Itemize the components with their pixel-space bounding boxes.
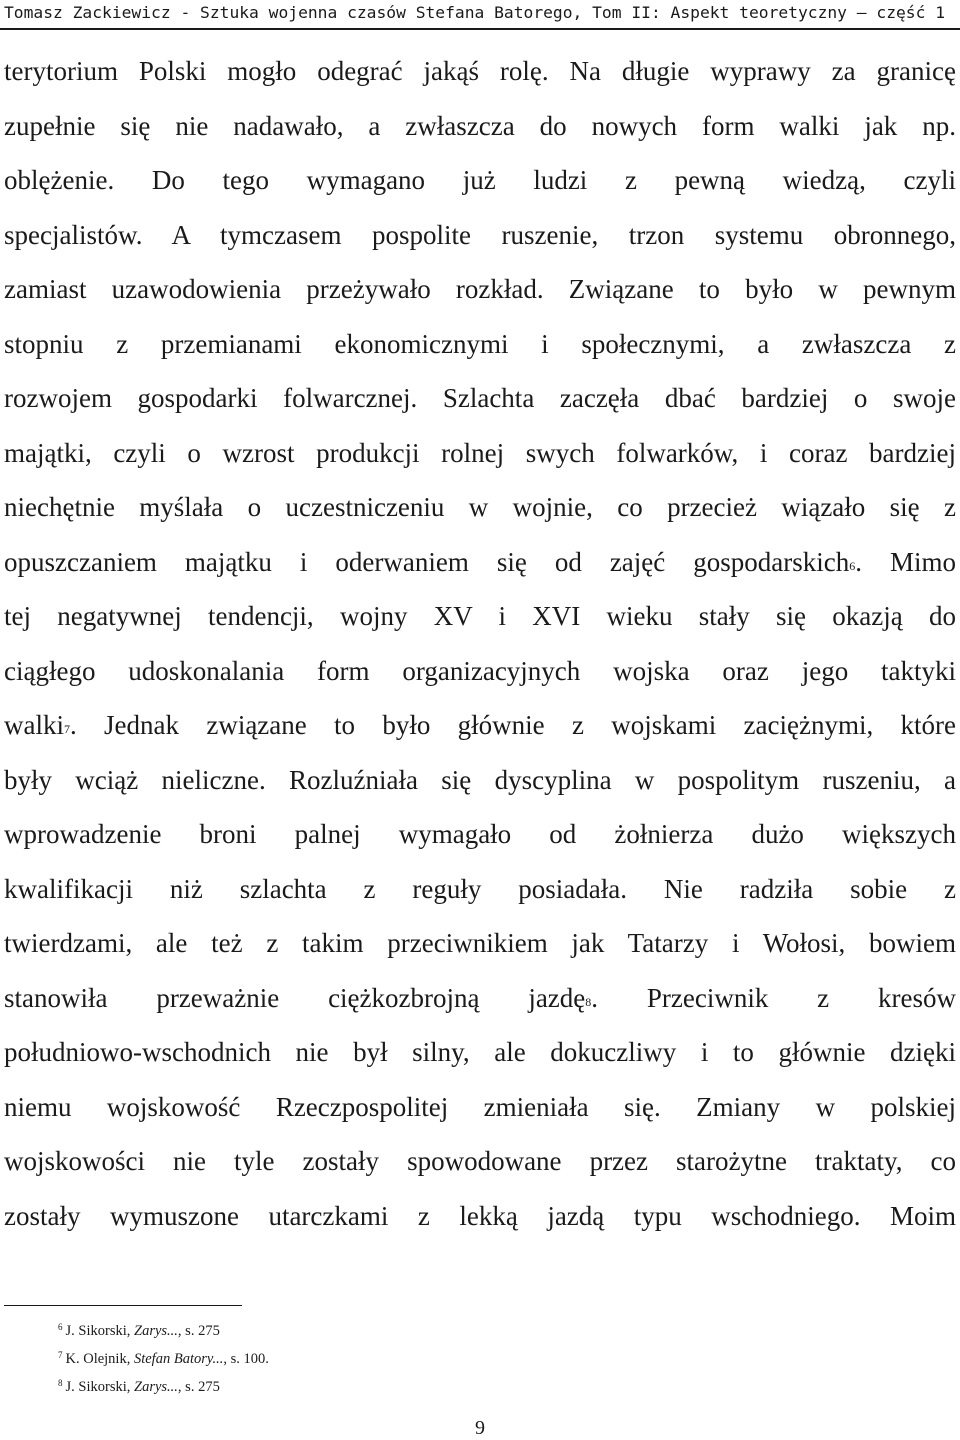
text-fragment: . Mimo (855, 546, 956, 577)
text-line: kwalifikacji niż szlachta z reguły posiadała. Nie radziła sobie z (4, 873, 956, 904)
footnote (58, 1346, 269, 1374)
footnote-reference[interactable]: 6 (849, 558, 856, 573)
footnote-page: , s. 275 (177, 1379, 220, 1395)
text-line: wprowadzenie broni palnej wymagało od żołnierza dużo większych (4, 819, 956, 849)
text-line: zamiast uzawodowienia przeżywało rozkład. Związane to było w pewnym (4, 274, 956, 304)
body-text (4, 44, 956, 1243)
text-fragment: walki (4, 710, 64, 740)
text-fragment: . Jednak związane to było głównie z wojskami zaciężnymi, które (70, 710, 956, 740)
footnotes (58, 1318, 269, 1402)
footnote-reference[interactable]: 8 (585, 994, 592, 1009)
footnote-author: J. Sikorski, (65, 1379, 134, 1395)
text-line (4, 535, 956, 590)
text-line (4, 698, 956, 753)
text-line: były wciąż nieliczne. Rozluźniała się dyscyplina w pospolitym ruszeniu, a (4, 764, 956, 795)
text-line: niechętnie myślała o uczestniczeniu w wojnie, co przecież wiązało się z (4, 492, 956, 522)
footnote-number: 7 (58, 1350, 63, 1360)
footnote (58, 1374, 269, 1402)
footnote-page: , s. 275 (177, 1323, 220, 1339)
text-fragment: . Przeciwnik z kresów (591, 982, 956, 1013)
text-line: oblężenie. Do tego wymagano już ludzi z pewną wiedzą, czyli (4, 165, 956, 195)
footnote-number: 6 (58, 1322, 63, 1332)
text-line: majątki, czyli o wzrost produkcji rolnej swych folwarków, i coraz bardziej (4, 437, 956, 468)
text-line: południowo-wschodnich nie był silny, ale dokuczliwy i to głównie dzięki (4, 1037, 956, 1067)
text-line: twierdzami, ale też z takim przeciwnikiem jak Tatarzy i Wołosi, bowiem (4, 928, 956, 958)
footnote-reference[interactable]: 7 (64, 722, 70, 736)
text-line: zostały wymuszone utarczkami z lekką jazdą typu wschodniego. Moim (4, 1200, 956, 1231)
text-fragment: stanowiła przeważnie ciężkozbrojną jazdę (4, 982, 586, 1013)
text-line: zupełnie się nie nadawało, a zwłaszcza do nowych form walki jak np. (4, 110, 956, 141)
text-line: rozwojem gospodarki folwarcznej. Szlachta zaczęła dbać bardziej o swoje (4, 383, 956, 413)
text-line: ciągłego udoskonalania form organizacyjnych wojska oraz jego taktyki (4, 655, 956, 686)
text-line: stopniu z przemianami ekonomicznymi i społecznymi, a zwłaszcza z (4, 328, 956, 359)
header-divider (0, 28, 960, 30)
page-number: 9 (475, 1417, 485, 1439)
footnote (58, 1318, 269, 1346)
text-line: terytorium Polski mogło odegrać jakąś rolę. Na długie wyprawy za granicę (4, 56, 956, 86)
footnote-title: Zarys... (134, 1323, 178, 1339)
footnote-title: Zarys... (134, 1379, 178, 1395)
footnote-author: K. Olejnik, (65, 1351, 134, 1367)
text-line: niemu wojskowość Rzeczpospolitej zmieniała się. Zmiany w polskiej (4, 1091, 956, 1122)
running-header: Tomasz Zackiewicz - Sztuka wojenna czasów Stefana Batorego, Tom II: Aspekt teoretyczny – część 1 (4, 3, 946, 22)
footnote-title: Stefan Batory... (133, 1351, 224, 1367)
footnote-page: , s. 100. (223, 1351, 269, 1367)
text-line (4, 971, 956, 1026)
text-line: specjalistów. A tymczasem pospolite ruszenie, trzon systemu obronnego, (4, 219, 956, 250)
text-line: tej negatywnej tendencji, wojny XV i XVI wieku stały się okazją do (4, 601, 956, 631)
text-fragment: opuszczaniem majątku i oderwaniem się od zajęć gospodarskich (4, 546, 850, 577)
footnote-number: 8 (58, 1378, 63, 1388)
text-line: wojskowości nie tyle zostały spowodowane przez starożytne traktaty, co (4, 1146, 956, 1176)
footnote-author: J. Sikorski, (65, 1323, 134, 1339)
footnote-divider (4, 1305, 242, 1306)
